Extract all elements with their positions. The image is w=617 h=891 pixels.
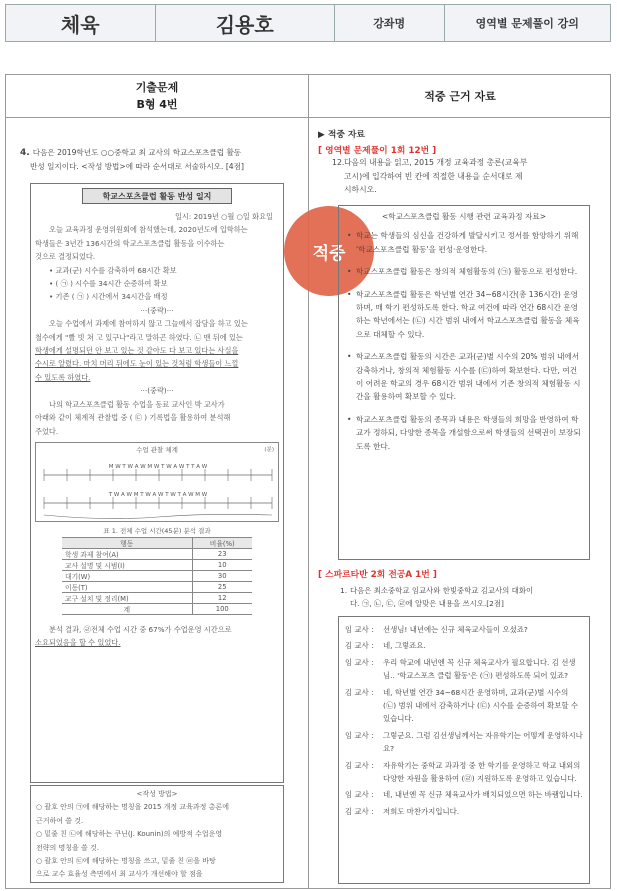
curriculum-box-title: <학교스포츠클럽 활동 시행 관련 교육과정 자료>: [381, 212, 547, 221]
journal-underlined-line: 수 있도록 하였다.: [35, 372, 91, 382]
utterance: 자유학기는 중학교 과과정 중 한 학기를 운영하고 학교 내외의 다양한 자원을 활용하여 (㉣) 지원하도록 운영하고 있습니다.: [383, 760, 581, 784]
q12-line: 다음의 내용을 읽고, 2015 개정 교육과정 총론(교육부: [344, 158, 528, 167]
speaker: 김 교사 :: [345, 760, 374, 770]
source2-label: [ 스파르타반 2회 전공A 1번 ]: [318, 570, 437, 580]
speaker: 김 교사 :: [345, 641, 374, 651]
curriculum-box: [338, 205, 590, 560]
course-label: 강좌명: [373, 17, 406, 30]
journal-line: 아래와 같이 체계적 관찰법 중 ( ㉢ ) 기록법을 활용하여 분석해: [35, 413, 231, 423]
left-head-line1: 기출문제: [135, 81, 179, 94]
row-label: 계: [62, 603, 192, 614]
evidence-head: ▶ 적중 자료: [318, 130, 365, 140]
speaker: 임 교사 :: [345, 730, 374, 740]
dialogue-box: [338, 616, 590, 884]
method-title: <작성 방법>: [136, 790, 178, 798]
curriculum-item: • 학교스포츠클럽 활동은 창의적 체험활동의 (㉠) 활동으로 편성한다.: [347, 265, 581, 278]
source1-label: [ 영역별 문제풀이 1회 12번 ]: [318, 146, 437, 156]
teacher-name: 김용호: [215, 12, 274, 37]
right-column-header: [308, 75, 612, 117]
left-column-header: [6, 75, 308, 117]
utterance: 네, 내년엔 꼭 신규 체육교사가 배치되었으면 하는 바램입니다.: [383, 790, 583, 800]
observation-row1: M W T W A W M W T W A W T T A W: [108, 463, 208, 470]
observation-title: 수업 관찰 체계: [136, 445, 178, 454]
dialogue-line: [345, 686, 583, 726]
q1-number: 1.: [340, 586, 348, 595]
dialogue-line: [345, 623, 583, 636]
speaker: 김 교사 :: [345, 687, 374, 697]
row-label: 학생 과제 참여(A): [62, 548, 192, 559]
journal-frame: [30, 183, 284, 783]
row-label: 교사 설명 및 시범(I): [62, 559, 192, 570]
header-bar: [5, 4, 611, 42]
utterance: 저희도 마찬가지입니다.: [383, 806, 460, 816]
table-caption: 표 1. 전체 수업 시간(45분) 분석 결과: [103, 526, 211, 535]
observation-row2: T W A W M T W A W T W T A W M W: [108, 491, 208, 498]
journal-bullet: • ( ㉠ ) 시수를 34시간 순증하여 확보: [49, 279, 168, 289]
utterance: 우리 학교에 내년엔 꼭 신규 체육교사가 필요합니다. 김 선생님.. '학교스포츠 클럽 활동'은 (㉠) 편성하도록 되어 있죠?: [383, 657, 576, 681]
row-value: 100: [192, 603, 252, 614]
observation-timeline: [36, 457, 280, 521]
utterance: 네, 그렇죠요.: [383, 641, 426, 651]
table-head-left: 행동: [62, 537, 192, 548]
course-name: 영역별 문제풀이 강의: [475, 17, 579, 30]
journal-line: 나의 학교스포츠클럽 활동 수업을 동료 교사인 박 교사가: [49, 399, 225, 409]
journal-omission: ···(중략)···: [140, 305, 174, 315]
dialogue-line: [345, 729, 583, 756]
row-label: 교구 설치 및 정리(M): [62, 592, 192, 603]
dialogue-line: [345, 656, 583, 683]
table-row: [62, 559, 252, 570]
analysis-line: 소요되었음을 할 수 있었다.: [35, 638, 121, 648]
q12-line: 시하시오.: [344, 185, 377, 195]
exam-prompt-line1: 다음은 2019학년도 ○○중학교 최 교사의 학교스포츠클럽 활동: [32, 148, 242, 157]
q12-number: 12.: [332, 158, 345, 167]
table-row: [62, 548, 252, 559]
journal-line: 학생들은 3년간 136시간의 학교스포츠클럽 활동을 이수하는: [35, 238, 225, 248]
analysis-table: [62, 537, 252, 615]
dialogue-line: [345, 805, 583, 818]
row-value: 12: [192, 592, 252, 603]
utterance: 네, 학년별 연간 34~68시간 운영하며, 교과(군)별 시수의 (㉡) 범위 내에서 감축하거나 (㉢) 시수를 순증하여 확보할 수 있습니다.: [383, 687, 579, 724]
dialogue-line: [345, 759, 583, 786]
journal-date: 일시: 2019년 ○월 ○일 화요일: [175, 212, 273, 221]
table-row: [62, 592, 252, 603]
speaker: 임 교사 :: [345, 790, 374, 800]
method-line: 전략의 명칭을 쓸 것.: [36, 843, 99, 852]
column-divider: [308, 75, 309, 888]
curriculum-item: • 학교스포츠클럽 활동의 시간은 교과(군)별 시수의 20% 범위 내에서 감축하거나, 창의적 체험활동 시수를 (㉢)하여 확보한다. 다만, 여건이 어려운 학교의 경우 68시간 범위 내에서 기존 창의적 체험활동 시간을 활용하여 확보할 수 있다.: [347, 350, 581, 404]
row-value: 23: [192, 548, 252, 559]
journal-line: 철수에게 "빨 빗 쳐 고 있구나"라고 말하곤 하였다. ㉡ 맨 뒤에 있는: [35, 332, 243, 342]
speaker: 임 교사 :: [345, 625, 374, 634]
method-line: 으로 교수 효율성 측면에서 최 교사가 개선해야 할 점을: [36, 870, 203, 879]
speaker: 김 교사 :: [345, 806, 374, 816]
table-row: [62, 603, 252, 614]
left-head-line2: B형 4번: [136, 98, 178, 111]
table-head-right: 비율(%): [192, 537, 252, 548]
row-value: 25: [192, 581, 252, 592]
journal-underlined-line: 수시로 알렸다. 마치 머리 뒤에도 눈이 있는 것처럼 학생들이 느낄: [35, 359, 239, 369]
right-head: 적중 근거 자료: [424, 89, 496, 103]
subject-label: 체육: [60, 12, 100, 37]
journal-underlined-line: 학생에게 설명되던 안 보고 있는 것 같아도 다 보고 있다는 사실을: [35, 346, 239, 356]
q12-line: 고시)에 입각하여 빈 칸에 적절한 내용을 순서대로 제: [344, 171, 523, 181]
curriculum-item: • 학교는 학생들의 심신을 건강하게 발달시키고 정서를 함양하기 위해 '학교스포츠클럽 활동'을 편성·운영한다.: [347, 229, 581, 256]
exam-prompt: [20, 146, 285, 173]
journal-bullet: • 기존 ( ㉠ ) 시간에서 34시간을 배정: [49, 292, 168, 302]
header-divider: [6, 117, 610, 118]
course-name-cell: [445, 5, 610, 41]
observation-chart: [35, 442, 279, 522]
curriculum-item: • 학교스포츠클럽 활동의 종목과 내용은 학생들의 희망을 반영하여 학교가 정하되, 다양한 종목을 개설함으로써 학생들의 선택권이 보장되도록 한다.: [347, 413, 581, 453]
table-row: [62, 570, 252, 581]
analysis-line: 분석 결과, ㉣전체 수업 시간 중 67%가 수업운영 시간으로: [49, 624, 232, 634]
q1-line: 다. ㉠, ㉡, ㉢, ㉣에 알맞은 내용을 쓰시오.[2점]: [350, 598, 504, 608]
journal-line: 주었다.: [35, 426, 59, 436]
dialogue-line: [345, 788, 583, 801]
journal-line: 오늘 교육과정 운영위원회에 참석했는데, 2020년도에 입학하는: [49, 225, 248, 235]
row-value: 10: [192, 559, 252, 570]
journal-title: 학교스포츠클럽 활동 반성 일지: [82, 188, 232, 204]
question12: [332, 156, 608, 197]
table-header-row: [62, 537, 252, 548]
method-line: 근거하여 쓸 것.: [36, 816, 84, 825]
journal-line: 오늘 수업에서 과제에 참여하지 않고 그늘에서 잡담을 하고 있는: [49, 319, 248, 329]
row-label: 이동(T): [62, 581, 192, 592]
method-line: ○ 밑줄 친 ㉡에 해당하는 쿠닌(J. Kounin)의 예방적 수업운영: [36, 830, 223, 839]
stamp-label: 적중: [312, 243, 346, 264]
writing-method-box: [30, 785, 284, 883]
question1: [340, 585, 602, 610]
journal-bullet: • 교과(군) 시수를 감축하여 68시간 확보: [49, 265, 177, 275]
method-line: ○ 괄호 안의 ㉠에 해당하는 명칭을 2015 개정 교육과정 총론에: [36, 803, 229, 812]
journal-line: 것으로 결정되었다.: [35, 252, 96, 262]
row-label: 대기(W): [62, 570, 192, 581]
journal-omission: ···(중략)···: [140, 386, 174, 396]
row-value: 30: [192, 570, 252, 581]
table-row: [62, 581, 252, 592]
subject-cell: [6, 5, 156, 41]
speaker: 임 교사 :: [345, 657, 374, 667]
observation-unit: (분): [264, 446, 274, 453]
exam-prompt-line2: 반성 일지이다. <작성 방법>에 따라 순서대로 서술하시오. [4점]: [30, 162, 244, 171]
course-label-cell: [335, 5, 445, 41]
dialogue-line: [345, 639, 583, 652]
exam-number: 4.: [20, 148, 30, 158]
utterance: 그렇군요. 그럼 김선생님께서는 자유학기는 어떻게 운영하시나요?: [383, 730, 583, 754]
q1-line: 다음은 최소중학교 임교사와 한빛중학교 김교사의 대화이: [350, 586, 534, 595]
teacher-cell: [156, 5, 335, 41]
utterance: 선생님! 내년에는 신규 체육교사들이 오셨죠?: [383, 625, 528, 634]
curriculum-item: • 학교스포츠클럽 활동은 학년별 연간 34~68시간(총 136시간) 운영하며, 매 학기 편성하도록 한다. 학교 여건에 따라 연간 68시간 운영하는 학년에서는 (㉡) 시간 범위 내에서 학교스포츠클럽 활동을 체육으로 대체할 수 있다.: [347, 288, 581, 342]
method-line: ○ 괄호 안의 ㉢에 해당하는 명칭을 쓰고, 밑줄 친 ㉣을 바탕: [36, 857, 216, 866]
